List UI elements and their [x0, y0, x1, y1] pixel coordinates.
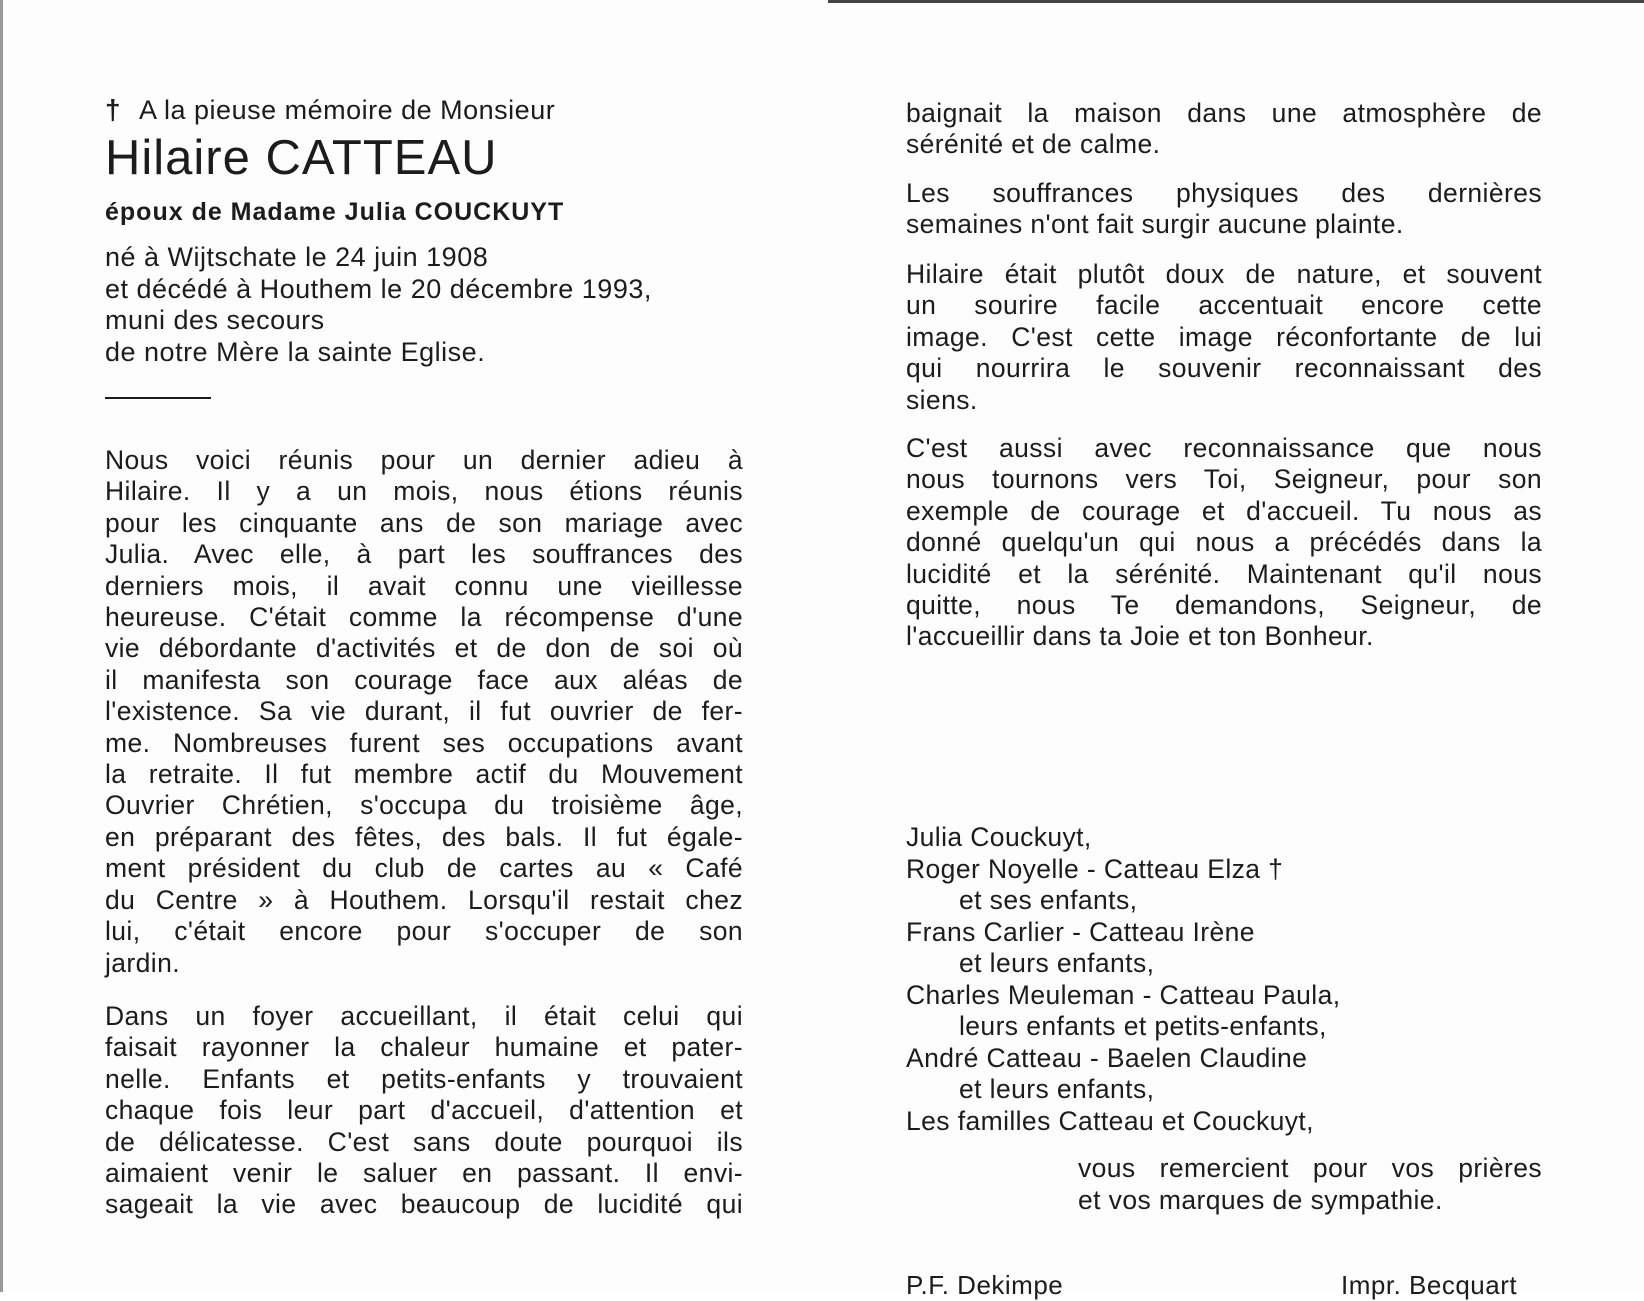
card-top-edge	[828, 0, 1644, 3]
family-member: Frans Carlier - Catteau Irène	[906, 916, 1255, 947]
text-line: qui nourrira le souvenir reconnaissant des	[906, 353, 1542, 384]
sacrament-line: muni des secours	[105, 305, 325, 335]
right-paragraph-4	[906, 433, 1542, 653]
text-line: Julia. Avec elle, à part les souffrances des	[105, 539, 743, 570]
text-line: semaines n'ont fait surgir aucune plainte.	[906, 209, 1404, 240]
text-line: donné quelqu'un qui nous a précédés dans la	[906, 527, 1542, 558]
text-line: faisait rayonner la chaleur humaine et pater-	[105, 1032, 743, 1063]
text-line: heureuse. C'était comme la récompense d'une	[105, 602, 743, 633]
text-line: Les souffrances physiques des dernières	[906, 178, 1542, 208]
text-line: Hilaire était plutôt doux de nature, et souvent	[906, 259, 1542, 289]
text-line: lui, c'était encore pour s'occuper de son	[105, 916, 743, 947]
thanks-line: vous remercient pour vos prières	[1078, 1153, 1542, 1183]
family-member: Julia Couckuyt,	[906, 822, 1092, 852]
text-line: Dans un foyer accueillant, il était celui qui	[105, 1001, 743, 1031]
family-member: Roger Noyelle - Catteau Elza †	[906, 853, 1284, 884]
text-line: sageait la vie avec beaucoup de lucidité qui	[105, 1189, 743, 1220]
text-line: ment président du club de cartes au « Café	[105, 853, 743, 884]
text-line: Hilaire. Il y a un mois, nous étions réunis	[105, 476, 743, 507]
text-line: me. Nombreuses furent ses occupations avant	[105, 727, 743, 758]
birth-line: né à Wijtschate le 24 juin 1908	[105, 242, 489, 272]
text-line: du Centre » à Houthem. Lorsqu'il restait chez	[105, 884, 743, 915]
text-line: un sourire facile accentuait encore cette	[906, 290, 1542, 321]
printer-credit: Impr. Becquart	[1341, 1270, 1518, 1300]
text-line: la retraite. Il fut membre actif du Mouvement	[105, 759, 743, 790]
family-subline: et leurs enfants,	[959, 1074, 1155, 1104]
text-line: nelle. Enfants et petits-enfants y trouvaient	[105, 1063, 743, 1094]
funeral-home-credit: P.F. Dekimpe	[906, 1270, 1064, 1300]
text-line: siens.	[906, 384, 978, 415]
family-subline: et ses enfants,	[959, 885, 1138, 915]
right-paragraph-2	[906, 178, 1542, 241]
text-line: aimaient venir le saluer en passant. Il envi-	[105, 1158, 743, 1189]
text-line: nous tournons vers Toi, Seigneur, pour son	[906, 464, 1542, 495]
text-line: l'existence. Sa vie durant, il fut ouvrier de fer-	[105, 696, 743, 727]
text-line: lucidité et la sérénité. Maintenant qu'il nous	[906, 558, 1542, 589]
thanks-block	[1078, 1153, 1542, 1216]
text-line: il manifesta son courage face aux aléas de	[105, 664, 743, 695]
text-line: de délicatesse. C'est sans doute pourquoi ils	[105, 1126, 743, 1157]
text-line: pour les cinquante ans de son mariage avec	[105, 507, 743, 538]
thanks-line: et vos marques de sympathie.	[1078, 1184, 1443, 1215]
text-line: vie débordante d'activités et de don de soi où	[105, 633, 743, 664]
text-line: Nous voici réunis pour un dernier adieu à	[105, 445, 743, 475]
text-line: derniers mois, il avait connu une vieillesse	[105, 570, 743, 601]
text-line: en préparant des fêtes, des bals. Il fut égale-	[105, 821, 743, 852]
divider-rule	[105, 397, 211, 399]
family-subline: leurs enfants et petits-enfants,	[959, 1011, 1327, 1041]
right-paragraph-3	[906, 259, 1542, 416]
text-line: quitte, nous Te demandons, Seigneur, de	[906, 590, 1542, 621]
family-member: Les familles Catteau et Couckuyt,	[906, 1105, 1314, 1136]
text-line: chaque fois leur part d'accueil, d'attention et	[105, 1095, 743, 1126]
left-paragraph-2	[105, 1001, 743, 1221]
text-line: jardin.	[105, 947, 180, 978]
family-member: André Catteau - Baelen Claudine	[906, 1042, 1308, 1073]
left-paragraph-1	[105, 445, 743, 979]
text-line: sérénité et de calme.	[906, 129, 1161, 160]
intro-text: A la pieuse mémoire de Monsieur	[139, 95, 556, 125]
deceased-name: Hilaire CATTEAU	[105, 131, 498, 185]
text-line: exemple de courage et d'accueil. Tu nous as	[906, 495, 1542, 526]
church-line: de notre Mère la sainte Eglise.	[105, 336, 486, 367]
intro-line	[105, 94, 555, 126]
spouse-line: époux de Madame Julia COUCKUYT	[105, 198, 565, 226]
family-list	[906, 822, 1340, 1137]
card-left-edge	[0, 0, 3, 1292]
death-line: et décédé à Houthem le 20 décembre 1993,	[105, 273, 652, 304]
cross-icon: †	[105, 94, 122, 125]
right-paragraph-1	[906, 98, 1542, 161]
text-line: Ouvrier Chrétien, s'occupa du troisième âge,	[105, 790, 743, 821]
text-line: l'accueillir dans ta Joie et ton Bonheur.	[906, 621, 1374, 652]
text-line: baignait la maison dans une atmosphère de	[906, 98, 1542, 128]
text-line: C'est aussi avec reconnaissance que nous	[906, 433, 1542, 463]
text-line: image. C'est cette image réconfortante de lui	[906, 321, 1542, 352]
birth-death-block	[105, 242, 652, 368]
family-member: Charles Meuleman - Catteau Paula,	[906, 979, 1341, 1010]
family-subline: et leurs enfants,	[959, 948, 1155, 978]
